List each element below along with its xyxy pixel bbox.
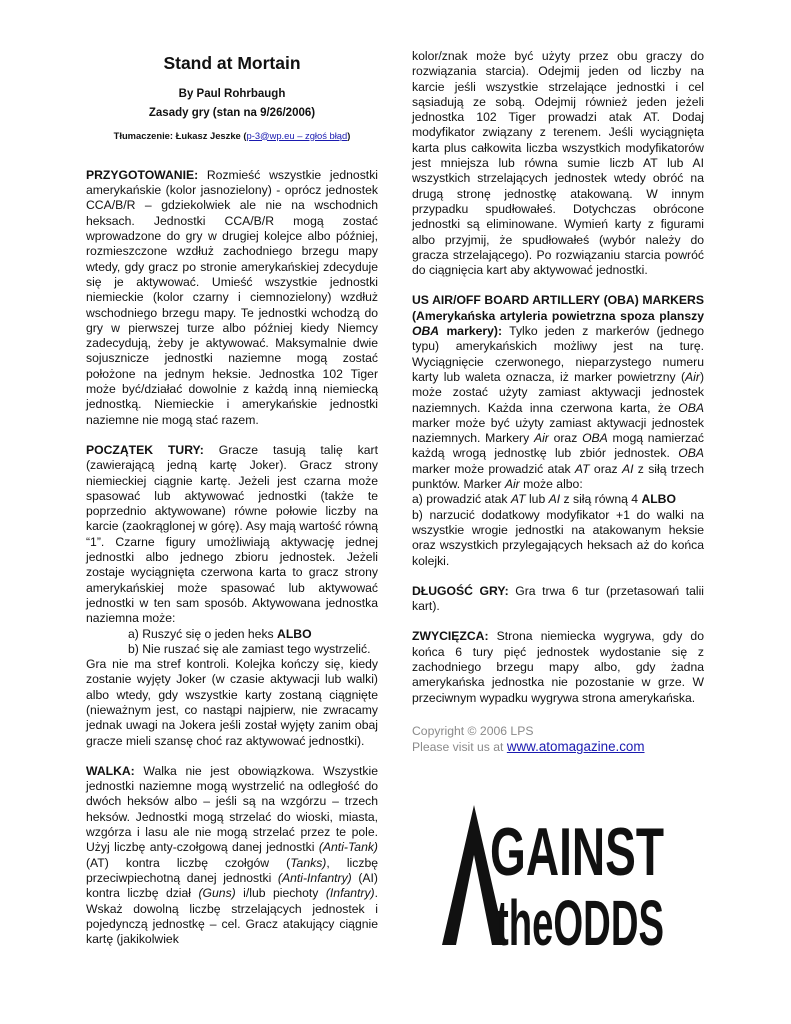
setup-text: Rozmieść wszystkie jednostki amerykańskie (kolor jasnozielony) - oprócz jednostek CCA/B/R – gdziekolwiek ale nie na wschodnich heksach. Jednostki CCA/B/R mogą zostać wprowadzone do gry w drugiej kolejce albo później, rozmieszczone wzdłuż zachodniego brzegu mapy wtedy, gdy gracz po stronie amerykańskiej zdecyduje się je aktywować. Umieść wszystkie jednostki niemieckie (kolor czarny i ciemnozielony) wzdłuż wschodniego brzegu mapy. Te jednostki wchodzą do gry w pierwszej turze albo później kiedy Niemcy zadecydują, żeby je aktywować. Maksymalnie dwie sojusznicze jednostki naziemne mogą zostać położone na jednym heksie. Jednostka 102 Tiger może być/działać dowolnie z każdą inną niemiecką jednostką. Niemieckie i amerykańskie jednostki naziemne nie mogą stać razem. [86, 167, 378, 427]
victory-heading: ZWYCIĘZCA: [412, 629, 489, 644]
translator-email-link[interactable]: p-3@wp.eu – zgłoś błąd [246, 129, 348, 141]
setup-section [86, 168, 378, 428]
turn-option-a: a) Ruszyć się o jeden heks ALBO [128, 626, 312, 641]
oba-section: US AIR/OFF BOARD ARTILLERY (OBA) MARKERS (Amerykańska artyleria powietrzna spoza planszy OBA markery): Tylko jeden z markerów (jednego typu) amerykańskich możliwy jest na turę. Wyciągnięcie czerwonego, nieparzystego numeru karty lub waleta oznacza, iż marker powietrzny (Air) może zostać użyty zamiast aktywacji jednostek naziemnych. Każda inna czerwona karta, że OBA marker może być użyty zamiast aktywacji jednostek naziemnych. Markery Air oraz OBA mogą namierzać każdą wrogą jednostkę lub zbiór jednostek. OBA marker może prowadzić atak AT oraz AI z siłą trzech punktów. Marker Air może albo: a) prowadzić atak AT lub AI z siłą równą 4 ALBO b) narzucić dodatkowy modyfikator +1 do walki na wszystkie wrogie jednostki na atakowanym heksie oraz wszystkich przylegających heksach aż do końca kolejki. [412, 293, 705, 568]
logo-text-line1: GAINST [490, 814, 664, 890]
website-link[interactable]: www.atomagazine.com [506, 739, 645, 755]
combat-continuation-area: kolor/znak może być użyty przez obu graczy do rozwiązania starcia). Odejmij jeden od liczby na karcie jeśli wszystkie strzelające jednostki i cel sąsiadują ze sobą. Odejmij również jeden jeżeli jednostka 102 Tiger prowadzi atak AT. Dodaj modyfikator związany z terenem. Jeśli wyciągnięta karta plus całkowita liczba wszystkich modyfikatorów jest mniejsza lub równa sumie liczb AT lub AI wszystkich strzelających jednostek wtedy obróć na drugą stronę jednostkę atakowaną. W innym przypadku spudłowałeś. Dotychczas obrócone jednostki są eliminowane. Wymień karty z figurami albo przyjmij, że spudłowałeś (wybór należy do gracza strzelającego). Po rozwiązaniu starcia powróć do ciągnięcia kart aby aktywować jednostki. [412, 49, 704, 278]
turn-start-text: Gracze tasują talię kart (zawierającą jedną kartę Joker). Gracz strony niemieckiej ciągnie kartę. Jeżeli jest czarna może spasować lub aktywować jednostki (także te poprzednio aktywowane) równe połowie liczby na karcie (zaokrąglonej w górę). Asy mają wartość równą “1”. Czarne figury umożliwiają aktywację jednej jednostki albo jednego zbioru jednostek. Jeżeli zostaje wyciągnięta czerwona karta to gracz strony amerykańskiej może spasować lub aktywować jednostki w ten sam sposób. Aktywowana jednostka naziemna może: [86, 442, 379, 626]
left-column [86, 49, 378, 947]
rules-version: Zasady gry (stan na 9/26/2006) [148, 107, 316, 120]
turn-start-heading: POCZĄTEK TURY: [86, 442, 204, 457]
against-the-odds-logo [440, 797, 672, 959]
copyright-block [412, 724, 704, 756]
copyright-text: Copyright © 2006 LPS [412, 723, 534, 738]
turn-start-text-2: Gra nie ma stref kontroli. Kolejka kończy się, kiedy zostanie wyjęty Joker (w czasie aktywacji lub walki) albo wtedy, gdy wszystkie karty zostaną ciągnięte (nieważnym jest, co nastąpi najpierw, nie zwracamy jednak uwagi na Jokera jeśli został wyjęty zanim obaj gracze mieli szansę choć raz aktywować jednostki). [86, 657, 378, 748]
right-column [412, 49, 704, 755]
page-title: Stand at Mortain [163, 53, 301, 73]
translation-credit: Tłumaczenie: Łukasz Jeszke (p-3@wp.eu – zgłoś błąd) [113, 129, 351, 141]
visit-line: Please visit us at www.atomagazine.com [412, 739, 645, 755]
length-heading: DŁUGOŚĆ GRY: [412, 583, 509, 598]
oba-option-a: a) prowadzić atak AT lub AI z siłą równą 4 ALBO [412, 492, 676, 507]
combat-heading: WALKA: [86, 763, 135, 778]
victory-section: ZWYCIĘZCA: Strona niemiecka wygrywa, gdy do końca 6 tury pięć jednostek wydostanie się z zachodniego brzegu mapy albo, gdy żadna amerykańska jednostka nie pozostanie w grze. W przeciwnym wypadku wygrywa strona amerykańska. [412, 629, 704, 705]
oba-heading: US AIR/OFF BOARD ARTILLERY (OBA) MARKERS (Amerykańska artyleria powietrzna spoza planszy OBA markery): [412, 293, 704, 339]
combat-section: WALKA: Walka nie jest obowiązkowa. Wszystkie jednostki naziemne mogą wystrzelić na odległość do dwóch heksów albo – jeśli są na wzgórzu – trzech heksów. Jednostki mogą strzelać do wioski, miasta, wzgórza i lasu ale nie mogą strzelać przez te pole. Użyj liczbę anty-czołgową danej jednostki (Anti-Tank) (AT) kontra liczbę czołgów (Tanks), liczbę przeciwpiechotną danej jednostki (Anti-Infantry) (AI) kontra liczbę dział (Guns) i/lub piechoty (Infantry). Wskaż dowolną liczbę strzelających jednostek i pojedynczą jednostkę – cel. Gracz atakujący ciągnie kartę (jakikolwiek [86, 763, 378, 947]
turn-start-section [86, 443, 378, 749]
oba-option-b: b) narzucić dodatkowy modyfikator +1 do walki na wszystkie wrogie jednostki na atakowanym heksie oraz wszystkich przylegających heksach aż do końca kolejki. [412, 507, 704, 568]
author-byline: By Paul Rohrbaugh [178, 88, 286, 100]
turn-option-b: b) Nie ruszać się ale zamiast tego wystrzelić. [128, 641, 371, 656]
combat-text-continued: . Wskaż dowolną liczbę strzelających jednostek i pojedynczą jednostkę – cel. Gracz atakujący ciągnie kartę (jakikolwiek [86, 886, 378, 947]
logo-text-line2: theODDS [496, 887, 664, 959]
length-section: DŁUGOŚĆ GRY: Gra trwa 6 tur (przetasowań talii kart). [412, 583, 705, 614]
setup-heading: PRZYGOTOWANIE: [86, 167, 199, 182]
